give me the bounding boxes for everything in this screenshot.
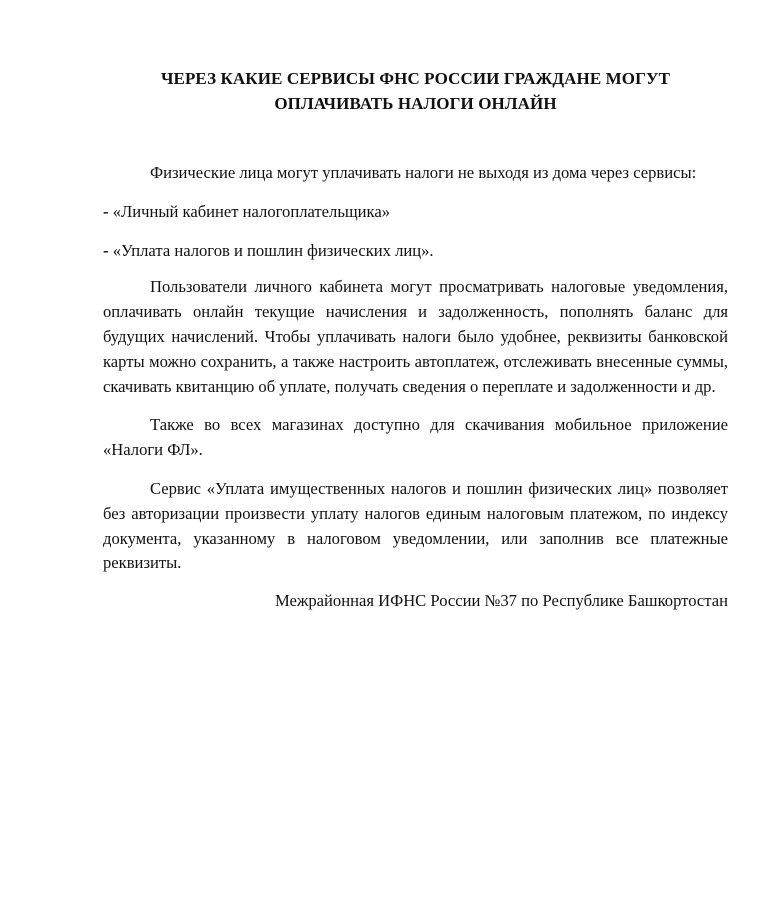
list-item: [103, 200, 728, 225]
list-item-text: «Личный кабинет налогоплательщика»: [112, 201, 391, 221]
intro-paragraph: Физические лица могут уплачивать налоги не выходя из дома через сервисы:: [150, 163, 697, 182]
title-line-2: ОПЛАЧИВАТЬ НАЛОГИ ОНЛАЙН: [274, 94, 557, 113]
mobile-app-paragraph: Также во всех магазинах доступно для скачивания мобильное приложение «Налоги ФЛ».: [103, 415, 728, 460]
list-dash: -: [103, 201, 109, 221]
document-page: [103, 66, 728, 614]
title-line-1: ЧЕРЕЗ КАКИЕ СЕРВИСЫ ФНС РОССИИ ГРАЖДАНЕ МОГУТ: [160, 69, 671, 88]
list-item: [103, 239, 728, 264]
signature: Межрайонная ИФНС России №37 по Республике Башкортостан: [274, 591, 728, 611]
list-item-text: «Уплата налогов и пошлин физических лиц».: [112, 240, 434, 260]
payment-service-paragraph: Сервис «Уплата имущественных налогов и пошлин физических лиц» позволяет без авторизации произвести уплату налогов единым налоговым платежом, по индексу документа, указанному в налоговом уведомлении, или заполнив все платежные реквизиты.: [103, 478, 728, 573]
cabinet-paragraph: Пользователи личного кабинета могут просматривать налоговые уведомления, оплачивать онлайн текущие начисления и задолженность, пополнять баланс для будущих начислений. Чтобы уплачивать налоги было удобнее, реквизиты банковской карты можно сохранить, а также настроить автоплатеж, отслеживать внесенные суммы, скачивать квитанцию об уплате, получать сведения о переплате и задолженности и др.: [103, 277, 728, 396]
document-title: [103, 66, 728, 116]
list-dash: -: [103, 240, 109, 260]
